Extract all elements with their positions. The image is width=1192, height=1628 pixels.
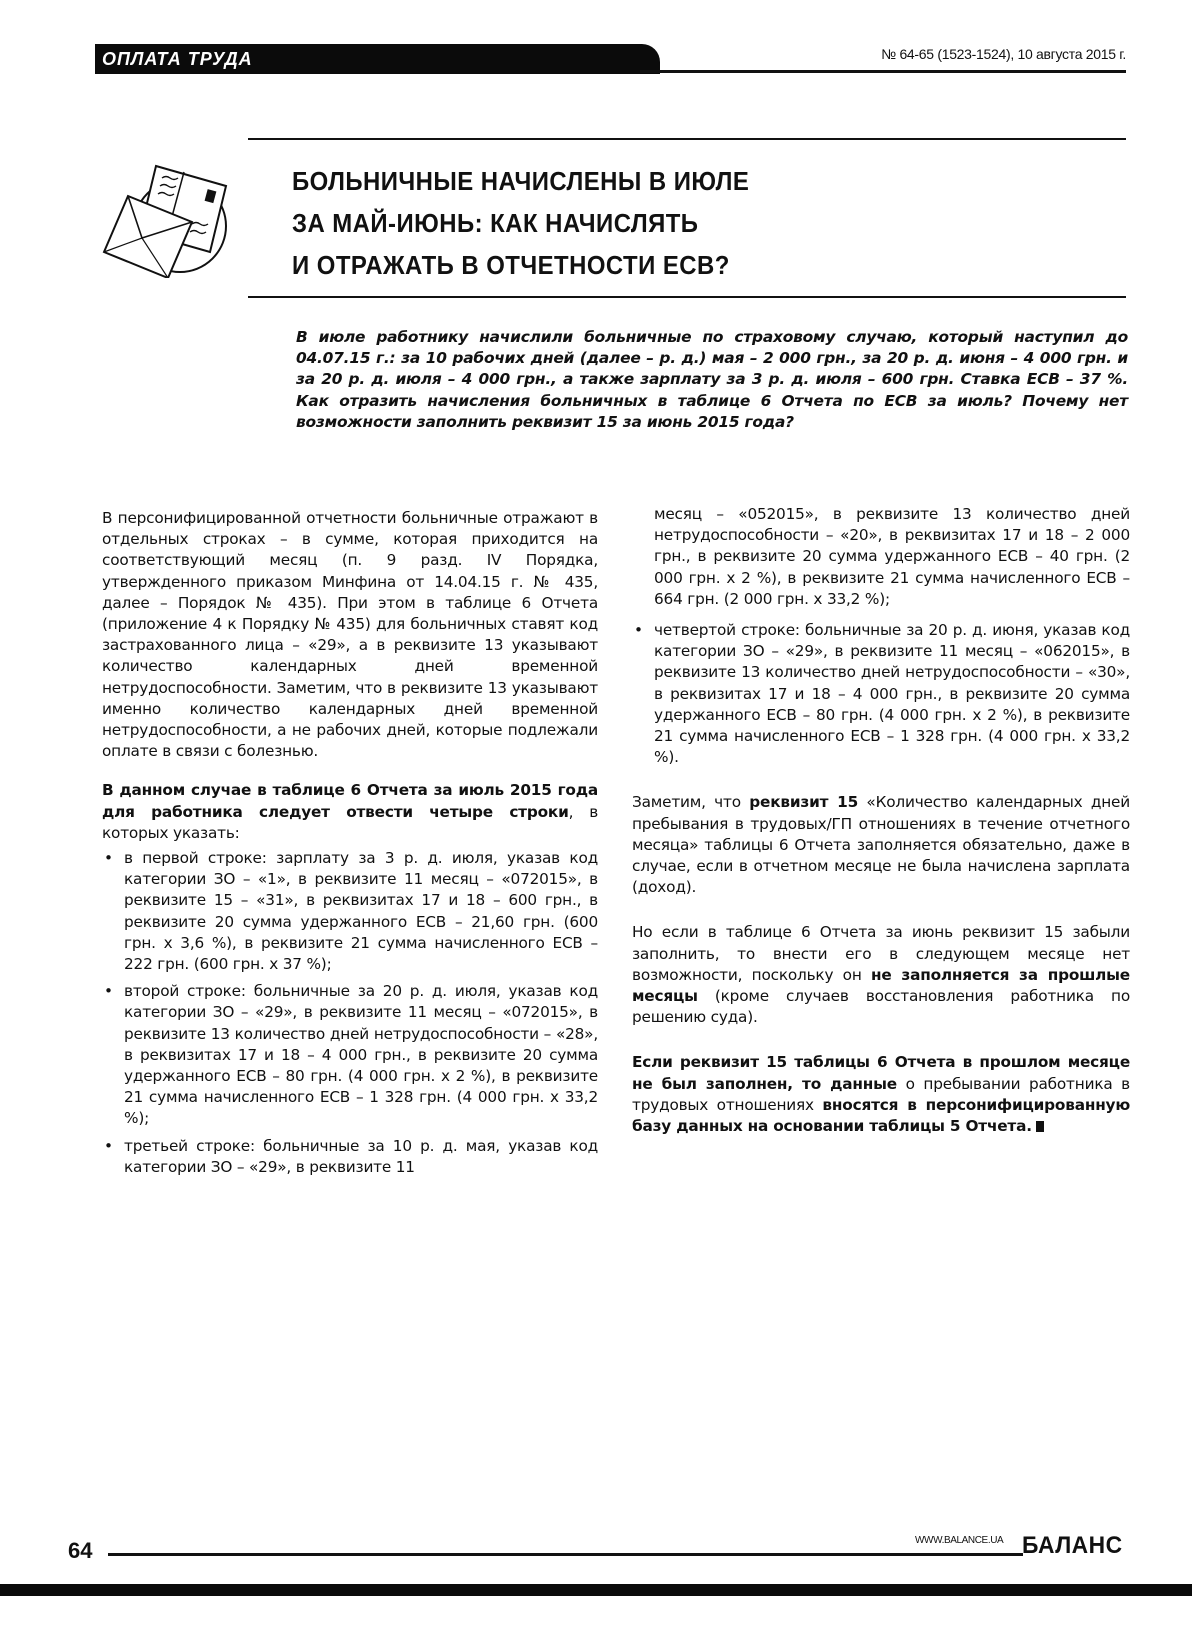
envelope-postcard-icon [88, 160, 238, 278]
list-item-text: второй строке: больничные за 20 р. д. июля, указав код категории ЗО – «29», в реквизите 11 месяц – «072015», в реквизите 13 количество дней нетрудоспособности – «28», в реквизитах 17 и 18 – 4 000 грн., в реквизите 20 сумма удержанного ЕСВ – 80 грн. (4 000 грн. х 2 %), в реквизите 21 сумма начисленного ЕСВ – 1 328 грн. (4 000 грн. х 33,2 %); [124, 982, 598, 1128]
lead-question: В июле работнику начислили больничные по страховому случаю, который наступил до 04.07.15 г.: за 10 рабочих дней (далее – р. д.) мая – 2 000 грн., за 20 р. д. июня – 4 000 грн. и за 20 р. д. июля – 4 000 грн., а также зарплату за 3 р. д. июля – 600 грн. Ставка ЕСВ – 37 %. Как отразить начисления больничных в таблице 6 Отчета по ЕСВ за июль? Почему нет возможности заполнить реквизит 15 за июнь 2015 года? [296, 328, 1128, 431]
note-text: (кроме случаев восстановления работника по решению суда). [632, 987, 1130, 1027]
page-number: 64 [68, 1538, 93, 1563]
title-rule-top [248, 138, 1126, 140]
column-left [102, 508, 598, 1184]
title-line: БОЛЬНИЧНЫЕ НАЧИСЛЕНЫ В ИЮЛЕ [292, 166, 750, 196]
note-paragraph-2 [632, 922, 1130, 1028]
rows-intro [102, 780, 598, 844]
conclusion-paragraph [632, 1052, 1130, 1137]
list-item-continuation: месяц – «052015», в реквизите 13 количество дней нетрудоспособности – «20», в реквизитах 17 и 18 – 2 000 грн., в реквизите 20 сумма удержанного ЕСВ – 40 грн. (2 000 грн. х 2 %), в реквизите 21 сумма начисленного ЕСВ – 664 грн. (2 000 грн. х 33,2 %); [654, 505, 1130, 608]
end-of-article-icon [1036, 1121, 1044, 1132]
conclusion-text: о пребывании работника в трудовых отношениях [632, 1074, 1130, 1114]
note-text: Заметим, что [632, 793, 750, 812]
title-rule-bottom [248, 296, 1126, 298]
rows-list-continued [632, 620, 1130, 768]
bullet-icon: • [104, 849, 113, 868]
list-item [102, 848, 598, 975]
list-item-text: четвертой строке: больничные за 20 р. д. июня, указав код категории ЗО – «29», в реквизите 11 месяц – «062015», в реквизите 13 количество дней нетрудоспособности – «30», в реквизитах 17 и 18 – 4 000 грн., в реквизите 20 сумма удержанного ЕСВ – 80 грн. (4 000 грн. х 2 %), в реквизите 21 сумма начисленного ЕСВ – 1 328 грн. (4 000 грн. х 33,2 %). [654, 621, 1130, 767]
rows-list [102, 848, 598, 1178]
scan-edge-band [0, 1584, 1192, 1596]
column-right [632, 504, 1130, 1155]
note-bold: реквизит 15 [749, 793, 859, 812]
list-item [102, 981, 598, 1129]
list-item [632, 620, 1130, 768]
issue-info: № 64-65 (1523-1524), 10 августа 2015 г. [881, 46, 1126, 62]
note-paragraph-1 [632, 792, 1130, 898]
rubric-label: ОПЛАТА ТРУДА [102, 49, 253, 69]
title-line: И ОТРАЖАТЬ В ОТЧЕТНОСТИ ЕСВ? [292, 250, 730, 280]
bullet-icon: • [634, 621, 643, 640]
header-rule [640, 70, 1126, 73]
conclusion-bold: Если реквизит 15 таблицы 6 Отчета в прошлом месяце не был заполнен, то данные [632, 1053, 1130, 1093]
list-item-text: в первой строке: зарплату за 3 р. д. июля, указав код категории ЗО – «1», в реквизите 11 месяц – «072015», в реквизите 15 – «31», в реквизитах 17 и 18 – 600 грн., в реквизите 20 сумма удержанного ЕСВ – 21,60 грн. (600 грн. х 3,6 %), в реквизите 21 сумма начисленного ЕСВ – 222 грн. (600 грн. х 37 %); [124, 849, 598, 974]
rows-intro-bold: В данном случае в таблице 6 Отчета за июль 2015 года для работника следует отвести четыре строки [102, 781, 598, 821]
list-item-text: третьей строке: больничные за 10 р. д. мая, указав код категории ЗО – «29», в реквизите 11 [124, 1136, 598, 1176]
title-line: ЗА МАЙ-ИЮНЬ: КАК НАЧИСЛЯТЬ [292, 208, 699, 238]
note-bold: не заполняется за прошлые месяцы [632, 965, 1130, 1006]
footer-rule [108, 1553, 1023, 1556]
intro-paragraph: В персонифицированной отчетности больничные отражают в отдельных строках – в сумме, которая приходится на соответствующий месяц (п. 9 разд. IV Порядка, утвержденного приказом Минфина от 14.04.15 г. № 435, далее – Порядок № 435). При этом в таблице 6 Отчета (приложение 4 к Порядку № 435) для больничных ставят код застрахованного лица – «29», а в реквизите 13 указывают количество календарных дней временной нетрудоспособности. Заметим, что в реквизите 13 указывают именно количество календарных дней временной нетрудоспособности, а не рабочих дней, которые подлежали оплате в связи с болезнью. [102, 509, 598, 761]
note-text: «Количество календарных дней пребывания в трудовых/ГП отношениях в течение отчетного месяца» таблицы 6 Отчета заполняется обязательно, даже в случае, если в отчетном месяце не была начислена зарплата (доход). [632, 793, 1130, 897]
rows-intro-rest: , в которых указать: [102, 802, 599, 842]
conclusion-bold: вносятся в персонифицированную базу данных на основании таблицы 5 Отчета. [632, 1095, 1131, 1136]
bullet-icon: • [104, 982, 113, 1001]
list-item [102, 1136, 598, 1178]
note-text: Но если в таблице 6 Отчета за июнь реквизит 15 забыли заполнить, то внести его в следующем месяце нет возможности, поскольку он [632, 923, 1130, 984]
footer-url[interactable]: WWW.BALANCE.UA [915, 1535, 1004, 1546]
brand-logo: БАЛАНС [1022, 1532, 1123, 1559]
article-title [292, 160, 749, 286]
bullet-icon: • [104, 1136, 113, 1155]
